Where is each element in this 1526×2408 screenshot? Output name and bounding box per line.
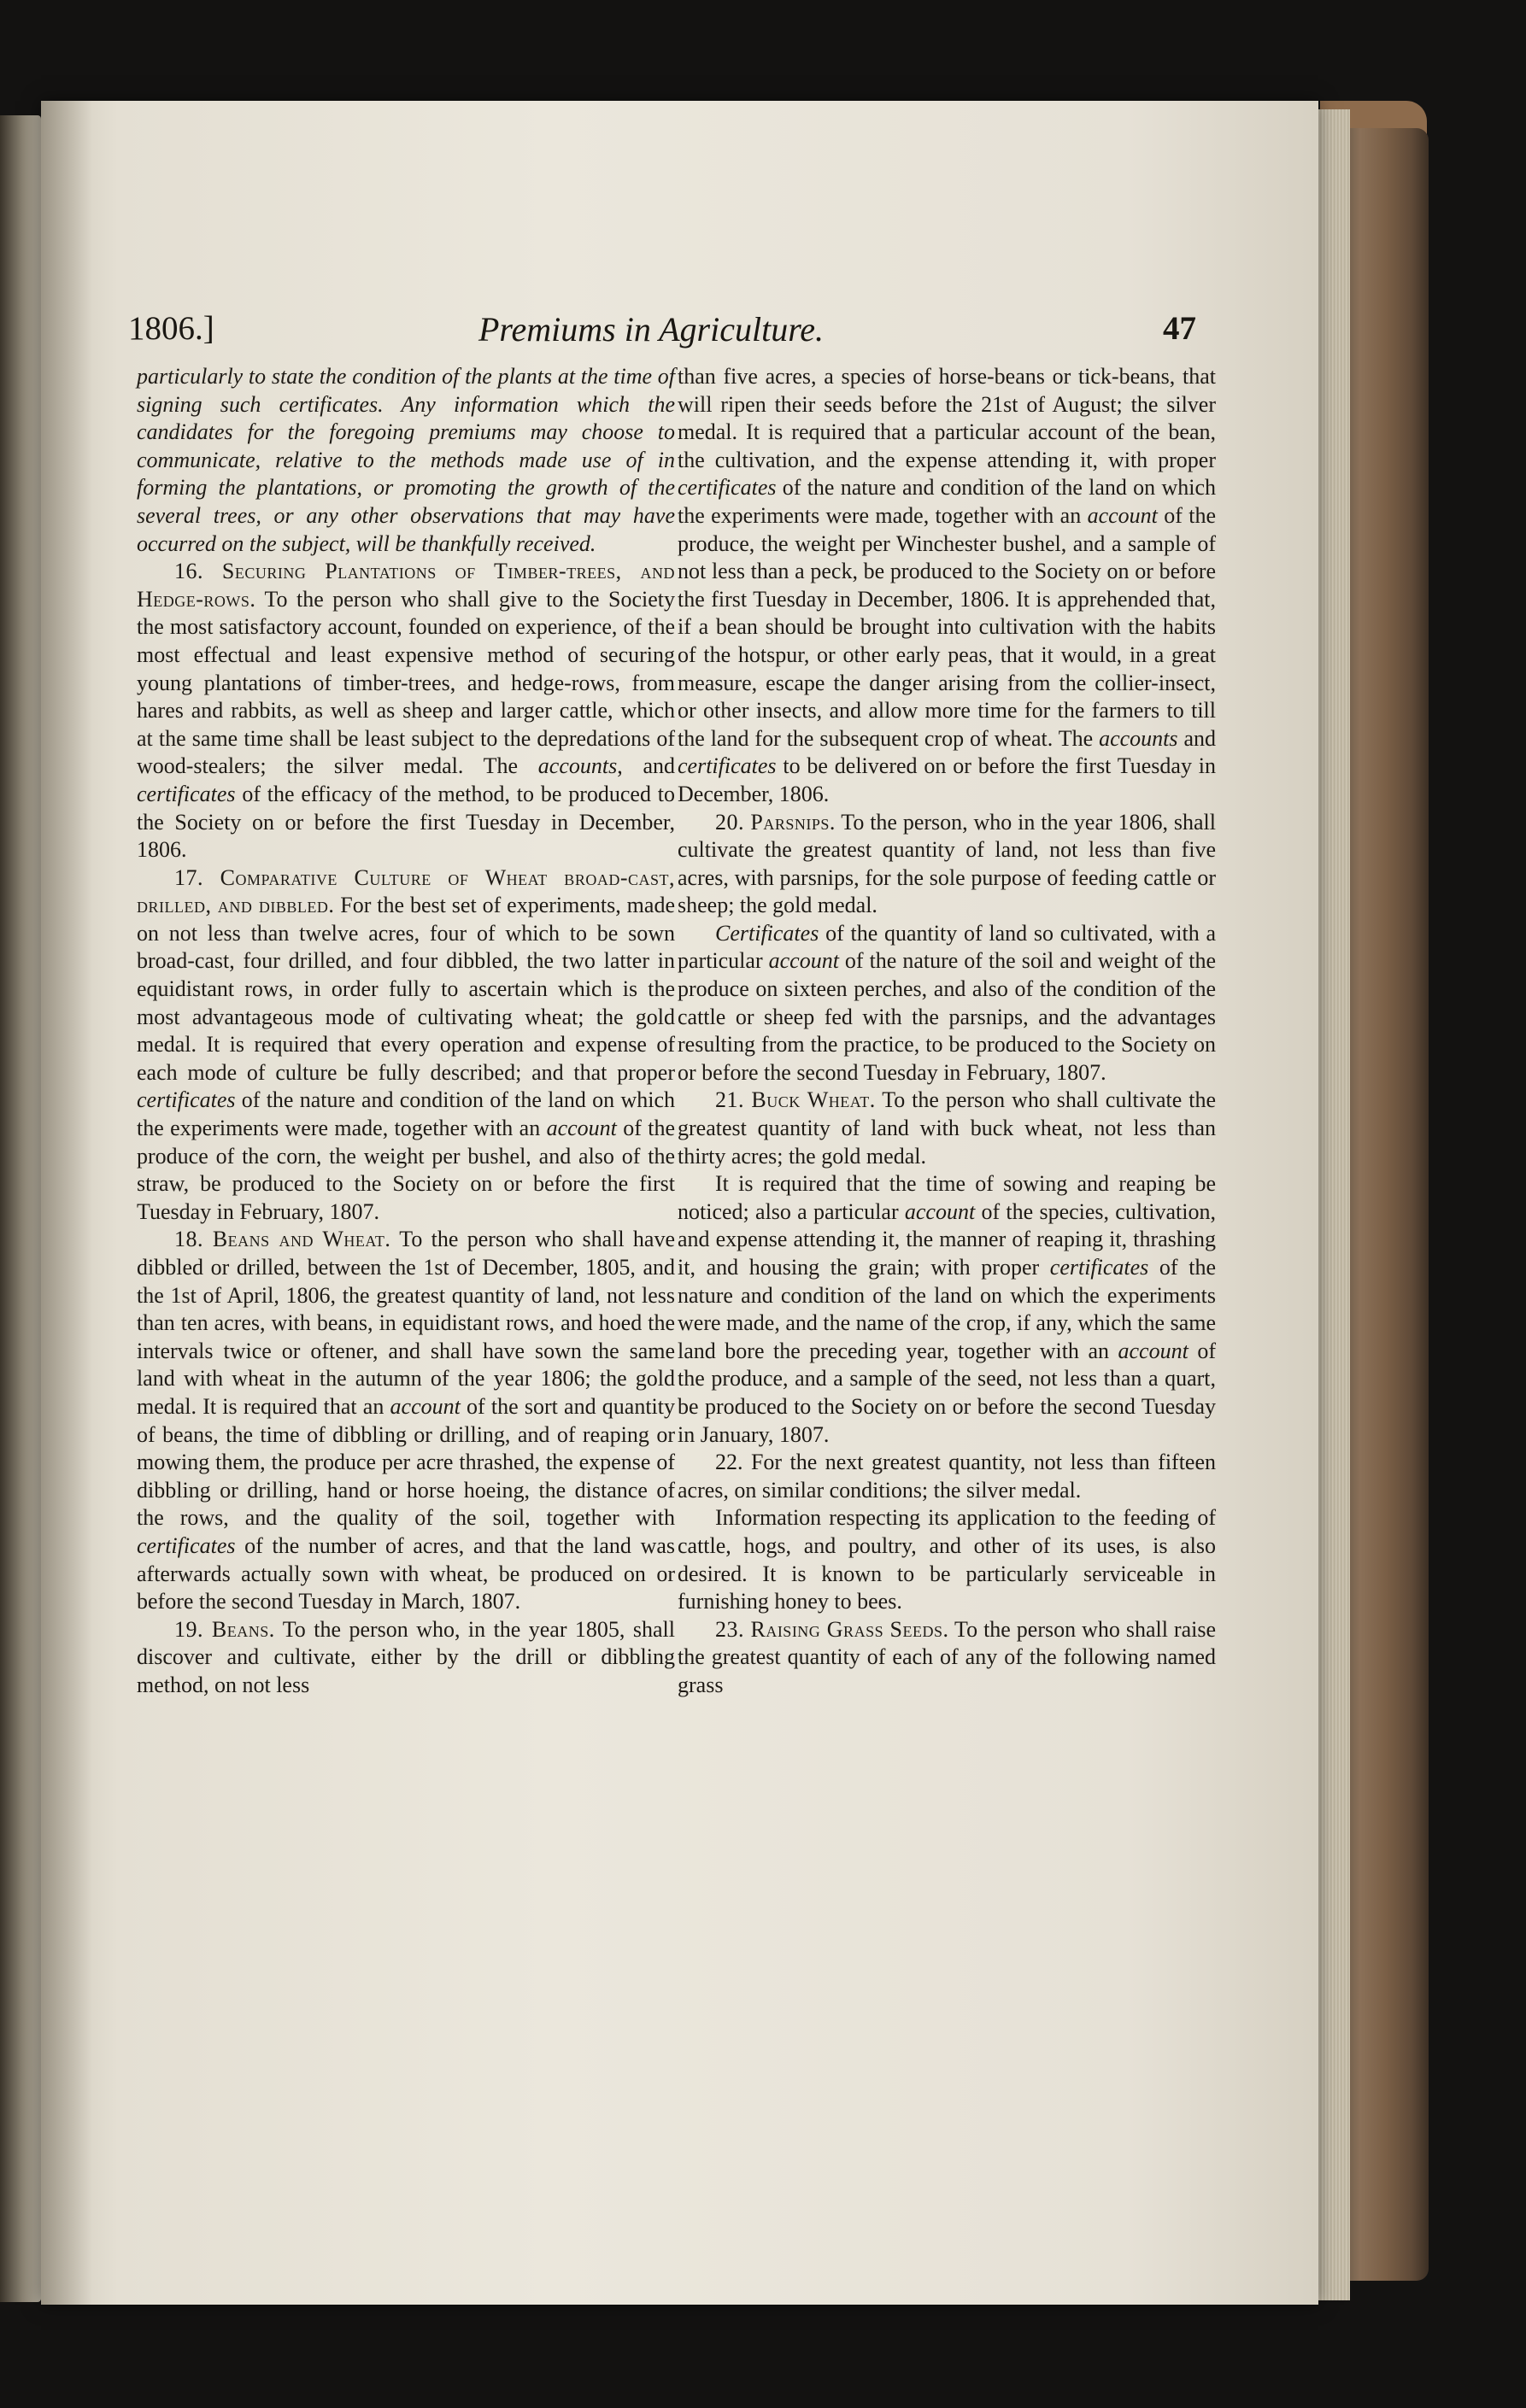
paragraph-text: of the nature and condition of the land on which the experiments were made, and the name of the crop, if any, which the same land bore the preceding year, together with an	[678, 1255, 1217, 1363]
italic-term: certificates	[1049, 1255, 1149, 1280]
paragraph-text: To the person who, in the year 1805, shall discover and cultivate, either by the drill or dibbling method, on not less	[137, 1616, 675, 1697]
italic-term: certificates	[137, 781, 236, 806]
paragraph-text: of the nature and condition of the land on which the experiments were made, together with an	[137, 1087, 675, 1141]
paragraph-text: of the number of acres, and that the land was afterwards actually sown with wheat, be produced on or before the second Tuesday in March, 1807.	[137, 1532, 675, 1614]
paragraph-17	[137, 864, 675, 1227]
running-header	[128, 309, 1196, 360]
paragraph-20	[678, 809, 1216, 920]
italic-term: Certificates	[715, 920, 819, 946]
paragraph-text: For the best set of experiments, made on not less than twelve acres, four of which to be sown broad-cast, four drilled, and four dibbled, the two latter in equidistant rows, in order fully to ascertain which is the most advantageous mode of cultivating wheat; the gold medal. It is required that every operation and expense of each mode of culture be fully described; and that proper	[137, 893, 675, 1085]
paragraph-text: to be delivered on or before the first Tuesday in December, 1806.	[678, 753, 1216, 806]
paragraph-text: To the person who shall have dibbled or drilled, between the 1st of December, 1805, and the 1st of April, 1806, the greatest quantity of land, not less than ten acres, with beans, in equidistant rows, and hoed the intervals twice or oftener, and shall have sown the same land with wheat in the autumn of the year 1806; the gold medal. It is required that an	[137, 1227, 675, 1419]
section-heading: 17. Comparative Culture of Wheat broad-cast, drilled, and dibbled.	[137, 864, 675, 918]
italic-term: account	[1087, 502, 1158, 528]
paragraph-text: and	[1177, 725, 1216, 751]
section-heading: 18. Beans and Wheat.	[174, 1227, 391, 1252]
paragraph-22-information: Information respecting its application to the feeding of cattle, hogs, and poultry, and other of its uses, is also desired. It is known to be particularly serviceable in furnishing honey to bees.	[678, 1505, 1216, 1614]
header-title: Premiums in Agriculture.	[478, 310, 825, 349]
italic-term: account	[390, 1393, 461, 1419]
paragraph-text: of the produce, the weight per Winchester bushel, and a sample of not less than a peck, be produced to the Society on or before the first Tuesday in December, 1806. It is apprehended that, if a bean should be brought into cultivation with the habits of the hotspur, or other early peas, that it would, in a great measure, escape the danger arising from the collier-insect, or other insects, and allow more time for the farmers to till the land for the subsequent crop of wheat. The	[678, 502, 1216, 751]
section-heading: 16. Securing Plantations of Timber-trees, and Hedge-rows.	[137, 559, 675, 612]
left-column	[137, 363, 675, 2157]
italic-term: certificates	[137, 1532, 236, 1558]
paragraph-text: To the person, who in the year 1806, shall cultivate the greatest quantity of land, not less than five acres, with parsnips, for the sole purpose of feeding cattle or sheep; the gold medal.	[678, 809, 1216, 918]
paragraph-text: of the produce of the corn, the weight per bushel, and also of the straw, be produced to the Society on or before the first Tuesday in February, 1807.	[137, 1116, 675, 1224]
book-cover-edge	[1343, 128, 1429, 2281]
paragraph-18	[137, 1226, 675, 1615]
paragraph-text: than five acres, a species of horse-beans or tick-beans, that will ripen their seeds before the 21st of August; the silver medal. It is required that a particular account of the bean, the cultivation, and the expense attending it, with proper	[678, 364, 1216, 472]
paragraph-text: of the produce, and a sample of the seed, not less than a quart, be produced to the Society on or before the second Tuesday in January, 1807.	[678, 1338, 1216, 1447]
section-heading: 21. Buck Wheat.	[715, 1087, 876, 1113]
previous-page-edge	[0, 115, 41, 2302]
paragraph-19-continued	[678, 363, 1216, 809]
italic-term: account	[546, 1116, 617, 1141]
italic-term: accounts	[1099, 725, 1178, 751]
paragraph-text: of the nature and condition of the land on which the experiments were made, together with an	[678, 475, 1216, 528]
italic-term: accounts	[537, 753, 618, 779]
paragraph-text: of the nature of the soil and weight of the produce on sixteen perches, and also of the condition of the cattle or sheep fed with the parsnips, and the advantages resulting from the practice, to be produced to the Society on or before the second Tuesday in February, 1807.	[678, 948, 1216, 1085]
paragraph-21-requirements	[678, 1170, 1216, 1449]
italic-term: account	[768, 948, 839, 974]
paragraph-text: of the species, cultivation, and expense attending it, the manner of reaping it, thrashing it, and housing the grain; with proper	[678, 1198, 1217, 1280]
paragraph-text: of the quantity of land so cultivated, with a particular	[678, 920, 1216, 974]
italic-term: certificates	[678, 475, 777, 501]
italic-term: account	[904, 1198, 976, 1224]
paragraph-text: To the person who shall give to the Society the most satisfactory account, founded on experience, of the most effectual and least expensive method of securing young plantations of timber-trees, and hedge-rows, from hares and rabbits, as well as sheep and larger cattle, which at the same time shall be least subject to the depredations of wood-stealers; the silver medal. The	[137, 586, 675, 779]
section-heading: 23. Raising Grass Seeds.	[715, 1616, 949, 1642]
section-heading: 19. Beans.	[174, 1616, 275, 1642]
paragraph-text: To the person who shall raise the greatest quantity of each of any of the following named grass	[678, 1616, 1217, 1697]
right-column	[678, 363, 1216, 2157]
italic-term: certificates	[137, 1087, 236, 1113]
header-year: 1806.]	[128, 310, 214, 347]
paragraph-23	[678, 1616, 1216, 1700]
paragraph-19	[137, 1616, 675, 1700]
paragraph-continued: particularly to state the condition of the plants at the time of signing such certificates. Any information which the candidates for the foregoing premiums may choose to communicate, relative to the methods made use of in forming the plantations, or promoting the growth of the several trees, or any other observations that may have occurred on the subject, will be thankfully received.	[137, 364, 675, 556]
paragraph-20-certificates	[678, 920, 1216, 1087]
paragraph-text: It is required that the time of sowing and reaping be noticed; also a particular	[678, 1171, 1216, 1224]
paragraph-16	[137, 558, 675, 864]
paragraph-text: of the sort and quantity of beans, the time of dibbling or drilling, and of reaping or mowing them, the produce per acre thrashed, the expense of dibbling or drilling, hand or horse hoeing, the distance of the rows, and the quality of the soil, together with	[137, 1393, 675, 1531]
paragraph-22: 22. For the next greatest quantity, not less than fifteen acres, on similar conditions; the silver medal.	[678, 1450, 1216, 1503]
paragraph-text: of the efficacy of the method, to be produced to the Society on or before the first Tuesday in December, 1806.	[137, 781, 675, 863]
paragraph-21	[678, 1087, 1216, 1170]
page-number: 47	[1163, 310, 1196, 347]
paragraph-text: To the person who shall cultivate the greatest quantity of land with buck wheat, not less than thirty acres; the gold medal.	[678, 1087, 1216, 1169]
italic-term: account	[1118, 1338, 1189, 1363]
paragraph-text: , and	[617, 753, 675, 779]
italic-term: certificates	[678, 753, 777, 779]
section-heading: 20. Parsnips.	[715, 809, 836, 835]
